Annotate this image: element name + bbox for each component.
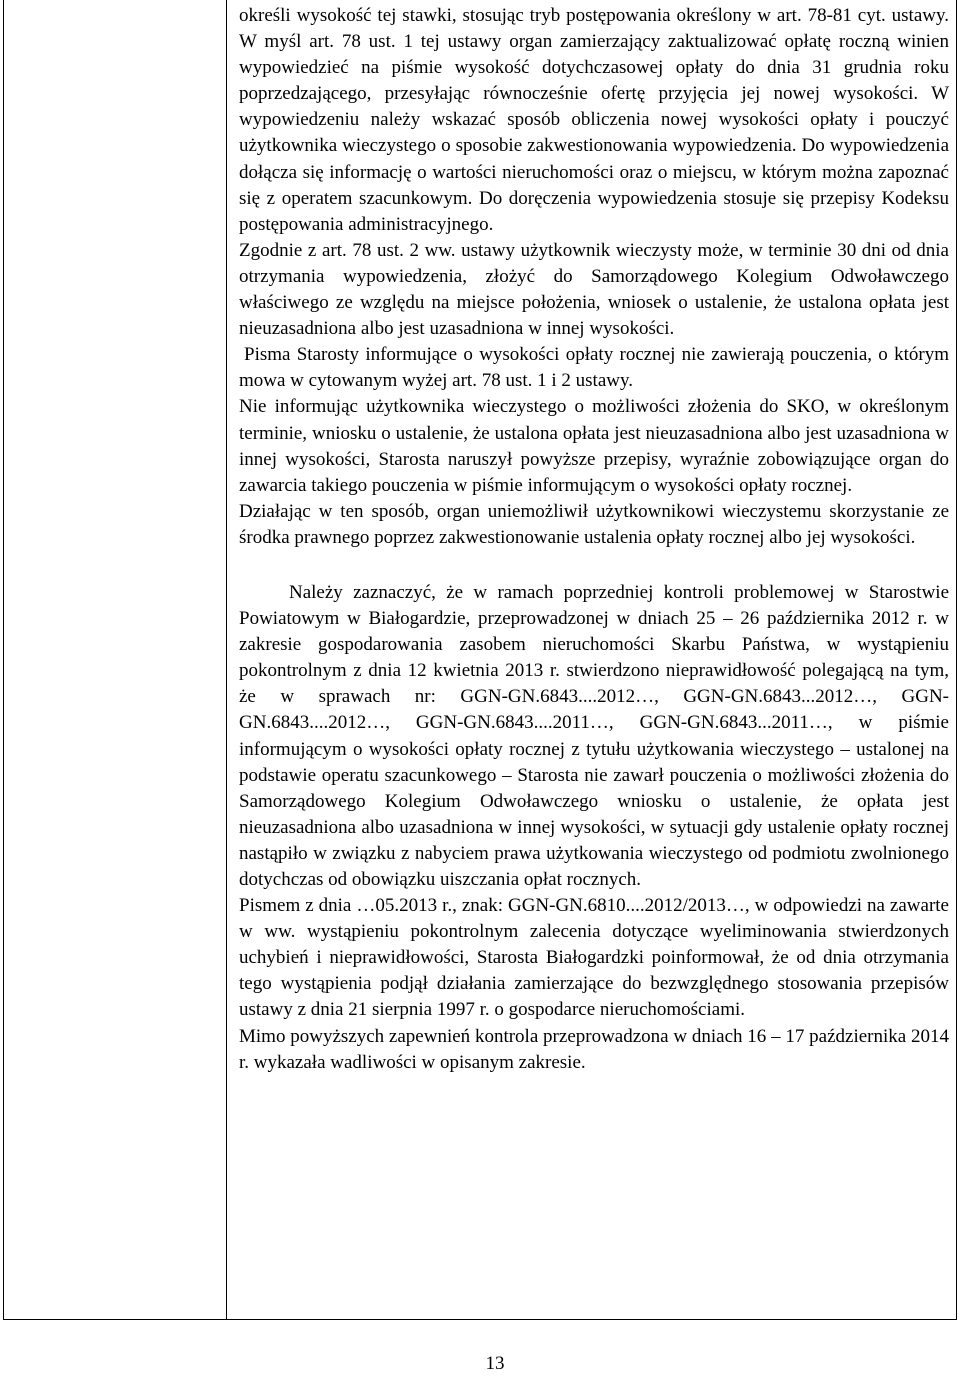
page-number-text: 13 — [485, 1353, 505, 1374]
paragraph-gap — [239, 551, 949, 580]
paragraph-nie-informujac: Nie informując użytkownika wieczystego o możliwości złożenia do SKO, w określonym terminie, wniosku o ustalenie, że ustalona opłata jest nieuzasadniona albo jest uzasadniona w innej wysokości, Starosta naruszył powyższe przepisy, wyraźnie zobowiązujące organ do zawarcia takiego pouczenia w piśmie informującym o wysokości opłaty rocznej. — [239, 396, 949, 496]
paragraph-nalezy-zaznaczyc: Należy zaznaczyć, że w ramach poprzedniej kontroli problemowej w Starostwie Powiatowym w Białogardzie, przeprowadzonej w dniach 25 – 26 października 2012 r. w zakresie gospodarowania zasobem nieruchomości Skarbu Państwa, w wystąpieniu pokontrolnym z dnia 12 kwietnia 2013 r. stwierdzono nieprawidłowość polegającą na tym, że w sprawach nr: GGN-GN.6843....2012…, GGN-GN.6843...2012…, GGN-GN.6843....2012…, GGN-GN.6843....2011…, GGN-GN.6843...2011…, w piśmie informującym o wysokości opłaty rocznej z tytułu użytkowania wieczystego – ustalonej na podstawie operatu szacunkowego – Starosta nie zawarł pouczenia o możliwości złożenia do Samorządowego Kolegium Odwoławczego wniosku o ustalenie, że opłata jest nieuzasadniona albo uzasadniona w innej wysokości, w sytuacji gdy ustalenie opłaty rocznej nastąpiło w związku z nabyciem prawa użytkowania wieczystego od podmiotu zwolnionego dotychczas od obowiązku uiszczania opłat rocznych. — [239, 581, 949, 890]
left-column — [4, 0, 227, 1319]
paragraph-mimo-zapewnien: Mimo powyższych zapewnień kontrola przeprowadzona w dniach 16 – 17 października 2014 r. wykazała wadliwości w opisanym zakresie. — [239, 1025, 949, 1073]
document-table — [3, 0, 957, 1320]
paragraph-art-78-ust-2: Zgodnie z art. 78 ust. 2 ww. ustawy użytkownik wieczysty może, w terminie 30 dni od dnia otrzymania wypowiedzenia, złożyć do Samorządowego Kolegium Odwoławczego właściwego ze względu na miejsce położenia, wniosek o ustalenie, że ustalona opłata jest nieuzasadniona albo jest uzasadniona w innej wysokości. — [239, 239, 949, 340]
paragraph-pisma-starosty: Pisma Starosty informujące o wysokości opłaty rocznej nie zawierają pouczenia, o którym mowa w cytowanym wyżej art. 78 ust. 1 i 2 ustawy. — [239, 344, 949, 392]
paragraph-art-78: określi wysokość tej stawki, stosując tryb postępowania określony w art. 78-81 cyt. ustawy. W myśl art. 78 ust. 1 tej ustawy organ zamierzający zaktualizować opłatę roczną winien wypowiedzieć na piśmie wysokość dotychczasowej opłaty do dnia 31 grudnia roku poprzedzającego, przesyłając równocześnie ofertę przyjęcia jej nowej wysokości. W wypowiedzeniu należy wskazać sposób obliczenia nowej wysokości opłaty i pouczyć użytkownika wieczystego o sposobie zakwestionowania wypowiedzenia. Do wypowiedzenia dołącza się informację o wartości nieruchomości oraz o miejscu, w którym można zapoznać się z operatem szacunkowym. Do doręczenia wypowiedzenia stosuje się przepisy Kodeksu postępowania administracyjnego. — [239, 5, 949, 235]
paragraph-pismem-z-dnia: Pismem z dnia …05.2013 r., znak: GGN-GN.6810....2012/2013…, w odpowiedzi na zawarte w ww. wystąpieniu pokontrolnym zalecenia dotyczące wyeliminowania stwierdzonych uchybień i nieprawidłowości, Starosta Białogardzki poinformował, że od dnia otrzymania tego wystąpienia podjął działania zamierzające do bezwzględnego stosowania przepisów ustawy z dnia 21 sierpnia 1997 r. o gospodarce nieruchomościami. — [239, 895, 949, 1021]
right-column — [227, 0, 956, 1319]
text-content — [239, 3, 949, 1076]
page-number — [0, 1352, 960, 1376]
paragraph-dzialajac: Działając w ten sposób, organ uniemożliwił użytkownikowi wieczystemu skorzystanie ze środka prawnego poprzez zakwestionowanie ustalenia opłaty rocznej albo jej wysokości. — [239, 500, 949, 548]
